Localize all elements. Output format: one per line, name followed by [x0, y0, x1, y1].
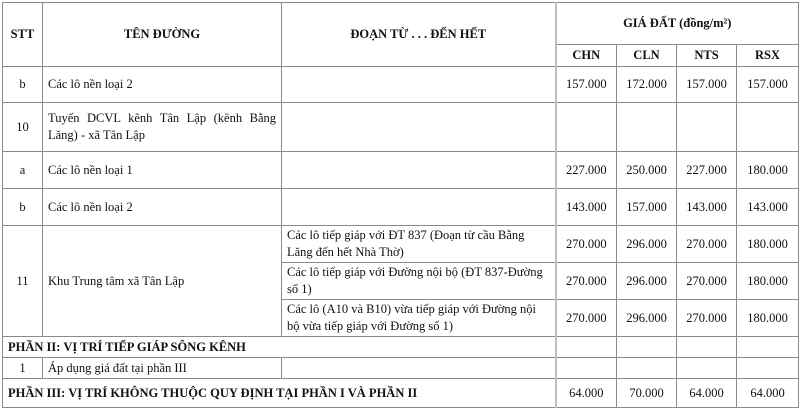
- table-row: [3, 189, 799, 226]
- cell-nts: [677, 103, 737, 152]
- cell-doan-tu: [282, 103, 556, 152]
- cell-chn: [556, 337, 617, 358]
- cell-rsx: [737, 337, 799, 358]
- cell-chn: [556, 358, 617, 379]
- cell-ten-duong: Áp dụng giá đất tại phần III: [43, 358, 282, 379]
- cell-rsx: 64.000: [737, 379, 799, 408]
- table-row: [3, 103, 799, 152]
- cell-nts: [677, 358, 737, 379]
- cell-cln: 70.000: [617, 379, 677, 408]
- cell-rsx: 143.000: [737, 189, 799, 226]
- cell-cln: 296.000: [617, 300, 677, 337]
- cell-nts: 270.000: [677, 226, 737, 263]
- cell-doan-tu: Các lô tiếp giáp với Đường nội bộ (ĐT 837-Đường số 1): [282, 263, 556, 300]
- cell-chn: 227.000: [556, 152, 617, 189]
- cell-rsx: [737, 358, 799, 379]
- cell-doan-tu: [282, 358, 556, 379]
- header-gia-dat: GIÁ ĐẤT (đồng/m²): [556, 3, 799, 45]
- cell-nts: 157.000: [677, 67, 737, 103]
- cell-stt: 10: [3, 103, 43, 152]
- cell-cln: [617, 337, 677, 358]
- cell-ten-duong: Tuyến DCVL kênh Tân Lập (kênh Bằng Lăng) - xã Tân Lập: [43, 103, 282, 152]
- table-row: [3, 226, 799, 263]
- cell-stt: b: [3, 67, 43, 103]
- cell-cln: 157.000: [617, 189, 677, 226]
- header-nts: NTS: [677, 45, 737, 67]
- cell-cln: 296.000: [617, 226, 677, 263]
- cell-chn: 270.000: [556, 300, 617, 337]
- cell-rsx: [737, 103, 799, 152]
- cell-cln: [617, 103, 677, 152]
- cell-chn: 64.000: [556, 379, 617, 408]
- cell-chn: [556, 103, 617, 152]
- section-title-part2: PHẦN II: VỊ TRÍ TIẾP GIÁP SÔNG KÊNH: [3, 337, 556, 358]
- cell-stt: 1: [3, 358, 43, 379]
- cell-cln: 172.000: [617, 67, 677, 103]
- cell-stt: a: [3, 152, 43, 189]
- header-stt: STT: [3, 3, 43, 67]
- cell-rsx: 180.000: [737, 152, 799, 189]
- cell-rsx: 180.000: [737, 263, 799, 300]
- cell-nts: 64.000: [677, 379, 737, 408]
- cell-ten-duong: Khu Trung tâm xã Tân Lập: [43, 226, 282, 337]
- cell-stt: b: [3, 189, 43, 226]
- cell-chn: 157.000: [556, 67, 617, 103]
- cell-doan-tu: [282, 189, 556, 226]
- cell-doan-tu: [282, 152, 556, 189]
- cell-chn: 270.000: [556, 263, 617, 300]
- cell-rsx: 180.000: [737, 300, 799, 337]
- cell-rsx: 180.000: [737, 226, 799, 263]
- table-row: [3, 358, 799, 379]
- header-doan-tu: ĐOẠN TỪ . . . ĐẾN HẾT: [282, 3, 556, 67]
- table-row: [3, 152, 799, 189]
- header-ten-duong: TÊN ĐƯỜNG: [43, 3, 282, 67]
- land-price-table: [2, 2, 799, 408]
- cell-cln: 250.000: [617, 152, 677, 189]
- cell-rsx: 157.000: [737, 67, 799, 103]
- cell-ten-duong: Các lô nền loại 2: [43, 67, 282, 103]
- cell-nts: 270.000: [677, 263, 737, 300]
- header-cln: CLN: [617, 45, 677, 67]
- cell-nts: [677, 337, 737, 358]
- header-rsx: RSX: [737, 45, 799, 67]
- cell-ten-duong: Các lô nền loại 2: [43, 189, 282, 226]
- cell-nts: 270.000: [677, 300, 737, 337]
- cell-cln: [617, 358, 677, 379]
- section-title-part3: PHẦN III: VỊ TRÍ KHÔNG THUỘC QUY ĐỊNH TẠI PHẦN I VÀ PHẦN II: [3, 379, 556, 408]
- section-row-part3: [3, 379, 799, 408]
- cell-nts: 143.000: [677, 189, 737, 226]
- cell-doan-tu: [282, 67, 556, 103]
- cell-stt: 11: [3, 226, 43, 337]
- table-row: [3, 67, 799, 103]
- cell-chn: 270.000: [556, 226, 617, 263]
- cell-ten-duong: Các lô nền loại 1: [43, 152, 282, 189]
- cell-doan-tu: Các lô (A10 và B10) vừa tiếp giáp với Đường nội bộ vừa tiếp giáp với Đường số 1): [282, 300, 556, 337]
- cell-nts: 227.000: [677, 152, 737, 189]
- cell-chn: 143.000: [556, 189, 617, 226]
- header-chn: CHN: [556, 45, 617, 67]
- section-row-part2: [3, 337, 799, 358]
- cell-doan-tu: Các lô tiếp giáp với ĐT 837 (Đoạn từ cầu Bằng Lăng đến hết Nhà Thờ): [282, 226, 556, 263]
- cell-cln: 296.000: [617, 263, 677, 300]
